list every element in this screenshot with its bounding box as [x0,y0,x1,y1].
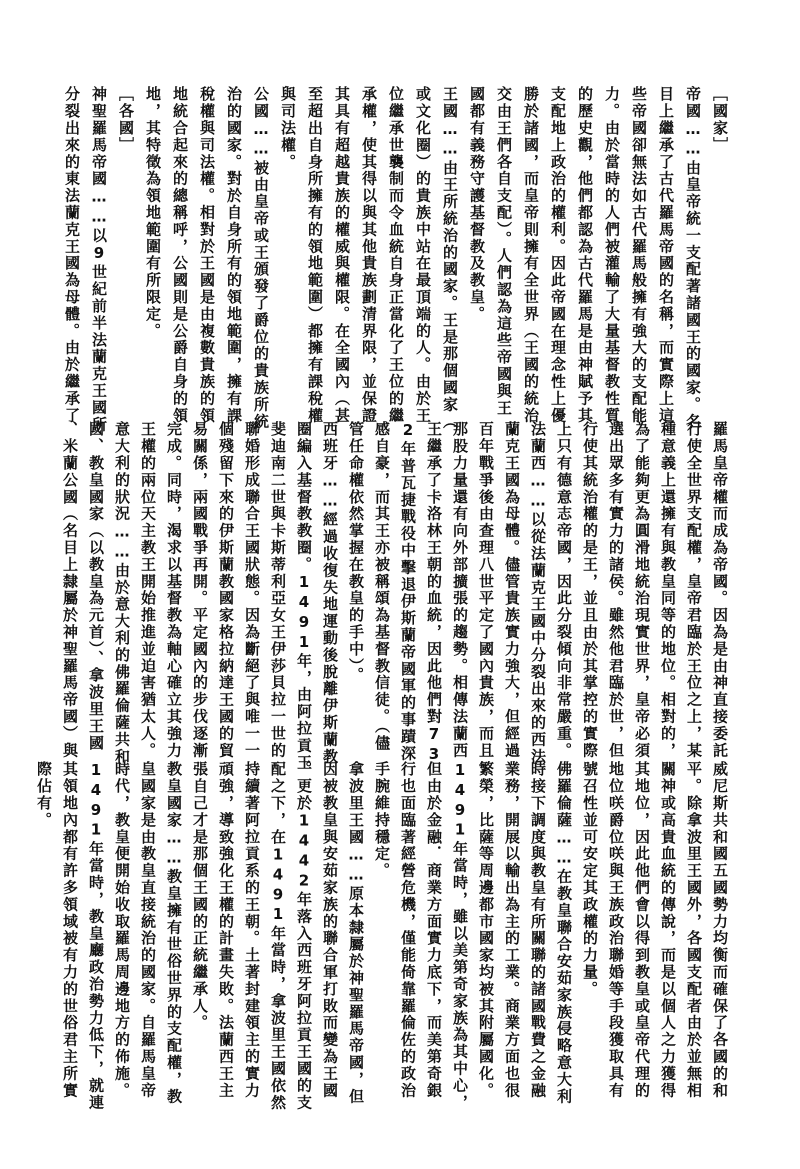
text-column: 羅馬皇帝權而成為帝國。因為是由神直接委託 [711,421,729,759]
text-column: 法蘭西……以從法蘭克王國中分裂出來的西法 [529,421,547,765]
text-column: 勝於諸國，而皇帝則擁有全世界（王國的統治 [522,86,540,424]
text-column: 拿波里王國……原本隸屬於神聖羅馬帝國，但 [347,761,365,1105]
text-column: 行使其統治權的是王，並且由於其掌控的實際 [581,421,599,759]
text-column: 際佔有。 [35,761,53,829]
text-column: 國、教皇國家（以教皇為元首）、拿波里王國 [87,421,105,752]
text-column: 因被教皇與安茹家族的聯合軍打敗而變為王國 [321,761,339,1099]
text-column: 斐迪南二世與卡斯蒂利亞女王伊莎貝拉一世的 [269,421,287,759]
text-column: 其具有超越貴族的權威與權限。在全國內（甚 [333,86,351,424]
text-column: 易關係，兩國戰爭再開。平定國內的步伐逐漸 [191,421,209,759]
text-column: 完成。同時，渴求以基督教為軸心確立其強力 [165,421,183,759]
text-column: 承權，使其得以與其他貴族劃清界限，並保證 [360,86,378,424]
text-column: 平。除拿波里王國外，各國支配者由於並無相 [685,761,703,1099]
text-column: 2年普瓦捷戰役中擊退伊斯蘭帝國軍的事蹟深 [399,421,417,762]
text-column: 其地位，因此他們會以得到教皇或皇帝代理的 [633,761,651,1099]
text-column: 時接下調度與教皇有所關聯的諸國戰費之金融 [529,761,547,1099]
text-column: 上只有德意志帝國，因此分裂傾向非常嚴重。 [555,421,573,759]
text-column: 帝國……由皇帝統一支配著諸國王的國家。名 [684,86,702,430]
text-column: 蘭克王國為母體。儘管貴族實力強大，但經過 [503,421,521,759]
text-column: 手腕維持穩定。 [373,761,391,880]
text-column: 西班牙……經過收復失地運動後脫離伊斯蘭教 [321,421,339,765]
text-column: 。更於1442年落入西班牙阿拉貢王國的支 [295,761,313,1111]
text-column: 、米蘭公國（名目上隸屬於神聖羅馬帝國）與 [61,421,79,759]
text-column: 業務，開展以輸出為主的工業。商業方面也很 [503,761,521,1099]
text-column: 張自己才是那個王國的正統繼承人。 [191,761,209,1032]
text-block-middle [57,421,733,771]
text-column: 1491年當時，雖以美第奇家族為其中心， [451,761,469,1111]
text-column: 些帝國卻無法如古代羅馬般擁有強大的支配能 [630,86,648,424]
text-column: 頑強，導致強化王權的計畫失敗。法蘭西王主 [217,761,235,1099]
text-column: 行也面臨著經營危機，僅能倚靠羅倫佐的政治 [399,761,417,1099]
text-column: ［各國］ [117,86,135,154]
text-column: 王繼承了卡洛林王朝的血統，因此他們對73 [425,421,443,765]
text-column: 1491年當時，教皇廳政治勢力低下，就連 [87,761,105,1111]
text-column: 地，其特徵為領地範圍有所限定。 [144,86,162,340]
text-column: 種意義上還擁有與教皇同等的地位。相對的， [659,421,677,759]
text-column: 目上繼承了古代羅馬帝國的名稱，而實際上這 [657,86,675,424]
text-column: 力。由於當時的人們被灌輸了大量基督教性質 [603,86,621,424]
text-column: 至超出自身所擁有的領地範圍）都擁有課稅權 [306,86,324,424]
text-column: 地統合起來的總稱呼，公國則是公爵自身的領 [171,86,189,424]
text-column: 繁榮，比薩等周邊都市國家均被其附屬國化。 [477,761,495,1099]
text-column: 關神或高貴血統的傳說，而是以個人之力獲得 [659,761,677,1099]
text-column: 為了能夠更為圓滑地統治現實世界，皇帝必須 [633,421,651,759]
text-column: 感自豪，而其王亦被稱頌為基督教信徒。（儘 [373,421,391,752]
text-column: 但由於金融．商業方面實力底下，而美第奇銀 [425,761,443,1099]
text-column: 王權的兩位天主教王開始推進並迫害猶太人。 [139,421,157,759]
text-column: 威尼斯共和國五國勢力均衡而確保了各國的和 [711,761,729,1099]
text-column: 意大利的狀況……由於意大利的佛羅倫薩共和 [113,421,131,765]
text-column: 持續著阿拉貢系的王朝。土著封建領主的實力 [243,761,261,1099]
text-column: 的歷史觀，他們都認為古代羅馬是由神賦予其 [576,86,594,424]
text-column: 國都有義務守護基督教及教皇。 [468,86,486,323]
text-column: 配之下，在1491年當時，拿波里王國依然 [269,761,287,1111]
text-column: 支配地上政治的權利。因此帝國在理念性上優 [549,86,567,424]
text-column: 其領地內都有許多領域被有力的世俗君主所實 [61,761,79,1099]
text-block-bottom [31,761,733,1111]
text-column: 百年戰爭後由查理八世平定了國內貴族，而且 [477,421,495,759]
text-column: ［國家］ [711,86,729,154]
text-column: 那股力量還有向外部擴張的趨勢。相傳法蘭西 [451,421,469,759]
text-column: 或文化圈）的貴族中站在最頂端的人。由於王 [414,86,432,424]
text-block-top [58,86,733,433]
text-column: 圈編入基督教教圈。1491年，由阿拉貢王 [295,421,313,771]
text-column: 王國……由王所統治的國家。王是那個國家（ [441,86,459,430]
text-column: 號召性並可安定其政權的力量。 [581,761,599,998]
text-column: 個殘留下來的伊斯蘭教國家格拉納達王國的貿 [217,421,235,759]
text-column: 時代，教皇便開始收取羅馬周邊地方的佈施。 [113,761,131,1099]
text-column: 公國……被由皇帝或王頒發了爵位的貴族所統 [252,86,270,430]
text-column: 神聖羅馬帝國……以9世紀前半法蘭克王國所 [90,86,108,433]
text-column: 分裂出來的東法蘭克王國為母體。由於繼承了 [63,86,81,424]
text-column: 聯婚形成聯合王國狀態。因為斷絕了與唯一一 [243,421,261,759]
text-column: 行使全世界支配權，皇帝君臨於王位之上，某 [685,421,703,759]
text-column: 與司法權。 [279,86,297,171]
text-column: 管任命權依然掌握在教皇的手中）。 [347,421,365,684]
text-column: 治的國家。對於自身所有的領地範圍，擁有課 [225,86,243,424]
text-column: 佛羅倫薩……在教皇聯合安茹家族侵略意大利 [555,761,573,1105]
text-column: 選出眾多有實力的諸侯。雖然他君臨於世，但 [607,421,625,759]
text-column: 稅權與司法權。相對於王國是由複數貴族的領 [198,86,216,424]
text-column: 皇國家是由教皇直接統治的國家。自羅馬皇帝 [139,761,157,1099]
text-column: 地位咲爵位咲與王族政治聯婚等手段獲取具有 [607,761,625,1099]
text-column: 教皇國家……教皇擁有世俗世界的支配權，教 [165,761,183,1105]
text-column: 位繼承世襲制而令血統自身正當化了王位的繼 [387,86,405,424]
text-column: 交由王們各自支配）。人們認為這些帝國與王 [495,86,513,417]
